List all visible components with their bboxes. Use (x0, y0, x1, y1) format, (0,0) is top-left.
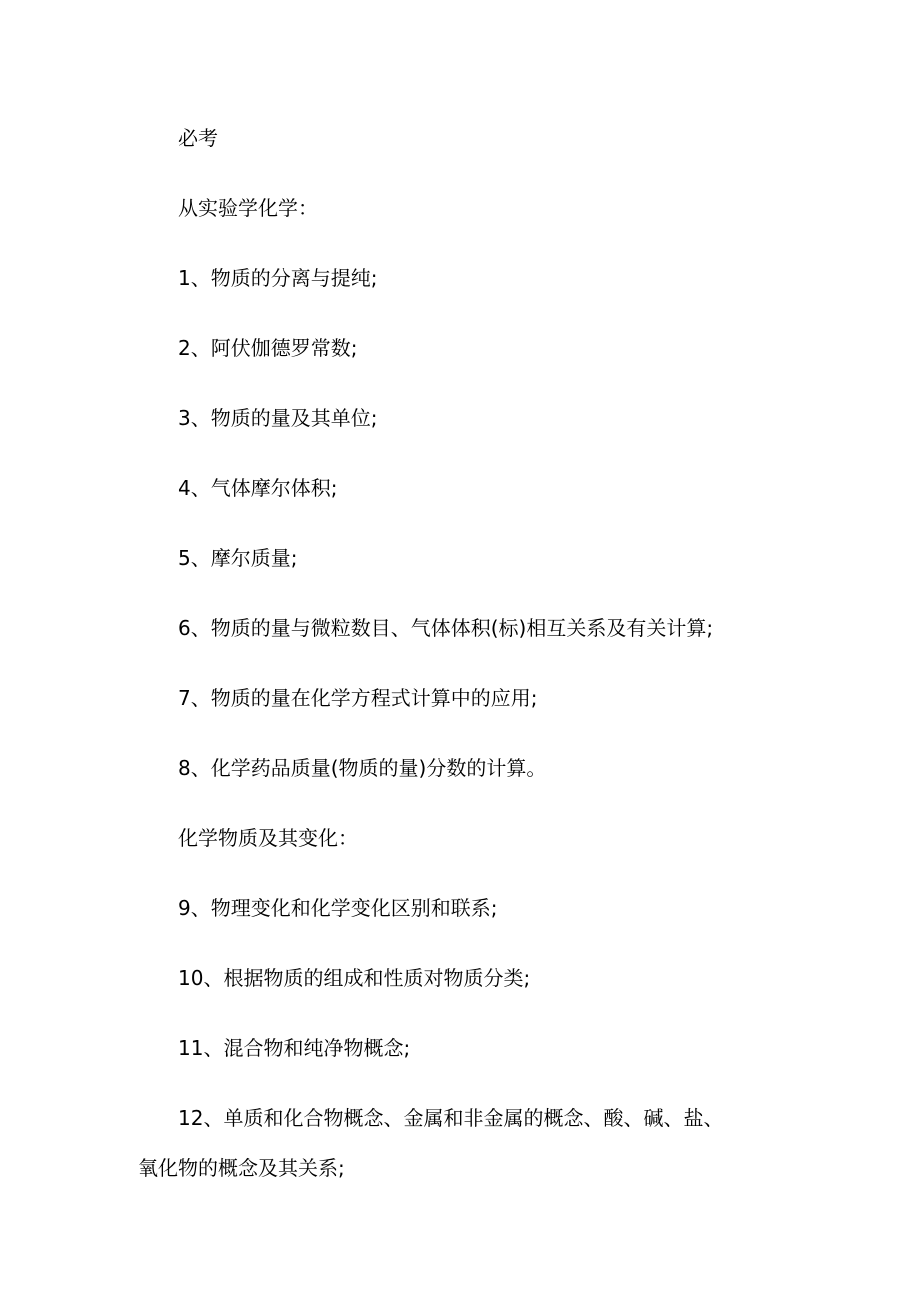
document-heading: 必考 (178, 126, 218, 150)
list-item: 2、阿伏伽德罗常数; (178, 336, 358, 360)
list-item: 11、混合物和纯净物概念; (178, 1036, 411, 1060)
list-item: 6、物质的量与微粒数目、气体体积(标)相互关系及有关计算; (178, 616, 714, 640)
list-item-12-line2: 氧化物的概念及其关系; (138, 1156, 345, 1180)
section-title-experiment-chemistry: 从实验学化学： (178, 196, 318, 220)
list-item: 8、化学药品质量(物质的量)分数的计算。 (178, 756, 547, 780)
list-item: 10、根据物质的组成和性质对物质分类; (178, 966, 531, 990)
list-item-12-line1: 12、单质和化合物概念、金属和非金属的概念、酸、碱、盐、 (178, 1106, 724, 1130)
list-item: 5、摩尔质量; (178, 546, 298, 570)
list-item: 1、物质的分离与提纯; (178, 266, 378, 290)
section-title-substances-changes: 化学物质及其变化： (178, 826, 358, 850)
list-item: 4、气体摩尔体积; (178, 476, 338, 500)
list-item: 3、物质的量及其单位; (178, 406, 378, 430)
list-item: 7、物质的量在化学方程式计算中的应用; (178, 686, 538, 710)
list-item: 9、物理变化和化学变化区别和联系; (178, 896, 498, 920)
